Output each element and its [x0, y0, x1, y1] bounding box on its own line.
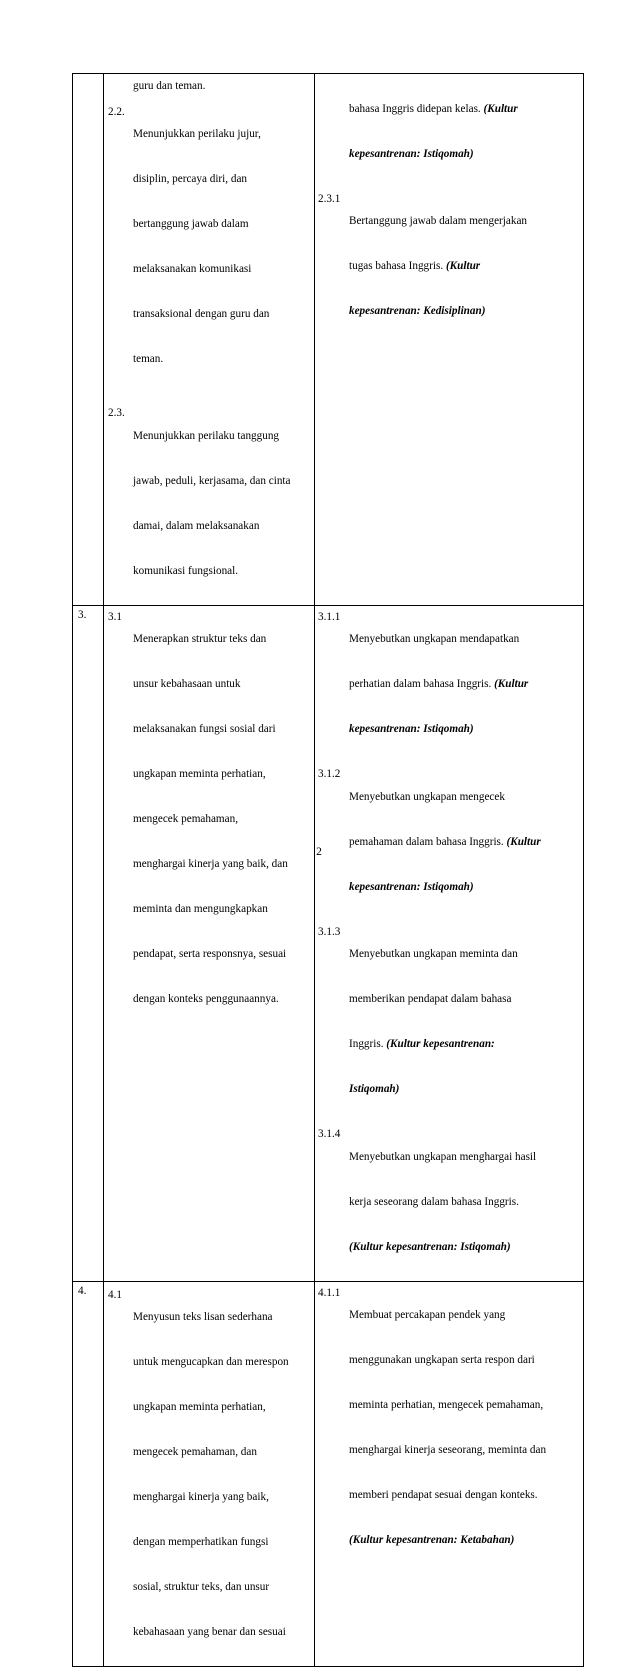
indicator-line: kerja seseorang dalam bahasa Inggris.	[349, 1195, 519, 1208]
kd-line: bertanggung jawab dalam	[133, 218, 249, 230]
item-number: 3.1.3	[318, 925, 341, 938]
indicator-line: bahasa Inggris didepan kelas.	[349, 102, 481, 115]
list-item	[318, 75, 583, 188]
kd-line: melaksanakan komunikasi	[133, 263, 252, 275]
indicator-line: memberikan pendapat dalam bahasa	[349, 993, 512, 1005]
kd-line: unsur kebahasaan untuk	[133, 678, 241, 690]
list-item	[108, 402, 314, 605]
kd-line: mengecek pemahaman, dan	[133, 1446, 257, 1458]
indicator-line: memberi pendapat sesuai dengan konteks.	[349, 1489, 538, 1501]
table-row	[73, 605, 584, 1281]
table-row	[73, 74, 584, 606]
kd-line: transaksional dengan guru dan	[133, 308, 270, 320]
indicator-line: meminta perhatian, mengecek pemahaman,	[349, 1399, 544, 1411]
kd-line: kebahasaan yang benar dan sesuai	[133, 1626, 286, 1638]
kd-line: guru dan teman.	[133, 80, 206, 92]
culture-note: (Kultur	[445, 260, 481, 272]
indicator-line: Menyebutkan ungkapan menghargai hasil	[349, 1150, 537, 1163]
list-item	[318, 1282, 583, 1575]
kd-line: Menunjukkan perilaku jujur,	[133, 128, 261, 140]
culture-note: kepesantrenan: Istiqomah)	[349, 880, 474, 893]
kd-line: ungkapan meminta perhatian,	[133, 1401, 266, 1413]
item-number: 2.3.	[108, 407, 125, 419]
list-item	[318, 1123, 583, 1281]
culture-note: (Kultur	[494, 678, 529, 690]
indicator-cell	[315, 605, 584, 1281]
row-number-cell: 3.	[73, 605, 104, 1281]
indicator-line: Inggris.	[349, 1038, 384, 1050]
list-item	[318, 188, 583, 346]
list-item	[108, 101, 314, 394]
competency-table	[72, 73, 584, 1667]
item-number: 4.1	[108, 1288, 122, 1301]
indicator-line: pemahaman dalam bahasa Inggris.	[349, 835, 504, 848]
basic-competency-cell	[104, 605, 315, 1281]
indicator-line: Menyebutkan ungkapan mendapatkan	[349, 633, 520, 645]
kd-line: disiplin, percaya diri, dan	[133, 173, 248, 185]
kd-line: mengecek pemahaman,	[133, 813, 238, 825]
kd-line: dengan memperhatikan fungsi	[133, 1536, 269, 1548]
kd-line: menghargai kinerja yang baik, dan	[133, 858, 288, 870]
kd-line: pendapat, serta responsnya, sesuai	[133, 948, 287, 960]
indicator-line: Membuat percakapan pendek yang	[349, 1309, 506, 1321]
kd-line: Menunjukkan perilaku tanggung	[133, 429, 280, 442]
indicator-line: Bertanggung jawab dalam mengerjakan	[349, 215, 528, 227]
kd-line: sosial, struktur teks, dan unsur	[133, 1581, 270, 1593]
culture-note: (Kultur kepesantrenan:	[386, 1038, 495, 1050]
kd-line: damai, dalam melaksanakan	[133, 519, 260, 532]
item-number: 2.2.	[108, 105, 125, 118]
indicator-line: tugas bahasa Inggris.	[349, 260, 444, 272]
basic-competency-cell	[104, 1281, 315, 1667]
indicator-line: Menyebutkan ungkapan mengecek	[349, 790, 505, 803]
culture-note: (Kultur	[483, 102, 518, 115]
culture-note: (Kultur kepesantrenan: Istiqomah)	[349, 1240, 511, 1253]
kd-line: teman.	[133, 353, 164, 365]
row-number-cell	[73, 74, 104, 606]
table-row	[73, 1281, 584, 1667]
list-item	[318, 921, 583, 1124]
item-number: 4.1.1	[318, 1286, 341, 1299]
kd-line: dengan konteks penggunaannya.	[133, 993, 279, 1005]
list-item	[108, 75, 314, 98]
basic-competency-cell	[104, 74, 315, 606]
list-item	[318, 606, 583, 764]
item-number: 3.1.2	[318, 768, 341, 780]
culture-note: kepesantrenan: Istiqomah)	[349, 723, 474, 735]
list-item	[108, 606, 314, 1034]
kd-line: komunikasi fungsional.	[133, 564, 239, 577]
item-number: 3.1.1	[318, 610, 341, 623]
indicator-line: menghargai kinerja seseorang, meminta dan	[349, 1444, 547, 1456]
kd-line: Menerapkan struktur teks dan	[133, 633, 267, 645]
kd-line: meminta dan mengungkapkan	[133, 903, 268, 915]
indicator-line: Menyebutkan ungkapan meminta dan	[349, 948, 518, 960]
culture-note: (Kultur	[506, 835, 541, 848]
item-number: 3.1	[108, 610, 122, 623]
item-number: 3.1.4	[318, 1128, 341, 1140]
indicator-cell	[315, 1281, 584, 1667]
list-item	[318, 763, 583, 921]
indicator-line: menggunakan ungkapan serta respon dari	[349, 1354, 535, 1366]
kd-line: ungkapan meminta perhatian,	[133, 768, 266, 780]
culture-note: kepesantrenan: Istiqomah)	[349, 147, 474, 160]
page-number: 2	[316, 846, 322, 858]
kd-line: untuk mengucapkan dan merespon	[133, 1356, 289, 1368]
kd-line: Menyusun teks lisan sederhana	[133, 1311, 273, 1323]
culture-note: (Kultur kepesantrenan: Ketabahan)	[349, 1534, 515, 1546]
list-item	[108, 1284, 314, 1667]
indicator-cell	[315, 74, 584, 606]
culture-note: kepesantrenan: Kedisiplinan)	[349, 305, 486, 317]
culture-note: Istiqomah)	[349, 1083, 400, 1095]
indicator-line: perhatian dalam bahasa Inggris.	[349, 678, 492, 690]
kd-line: melaksanakan fungsi sosial dari	[133, 723, 276, 735]
row-number-cell: 4.	[73, 1281, 104, 1667]
kd-line: menghargai kinerja yang baik,	[133, 1491, 269, 1503]
item-number: 2.3.1	[318, 192, 341, 205]
kd-line: jawab, peduli, kerjasama, dan cinta	[133, 474, 291, 487]
